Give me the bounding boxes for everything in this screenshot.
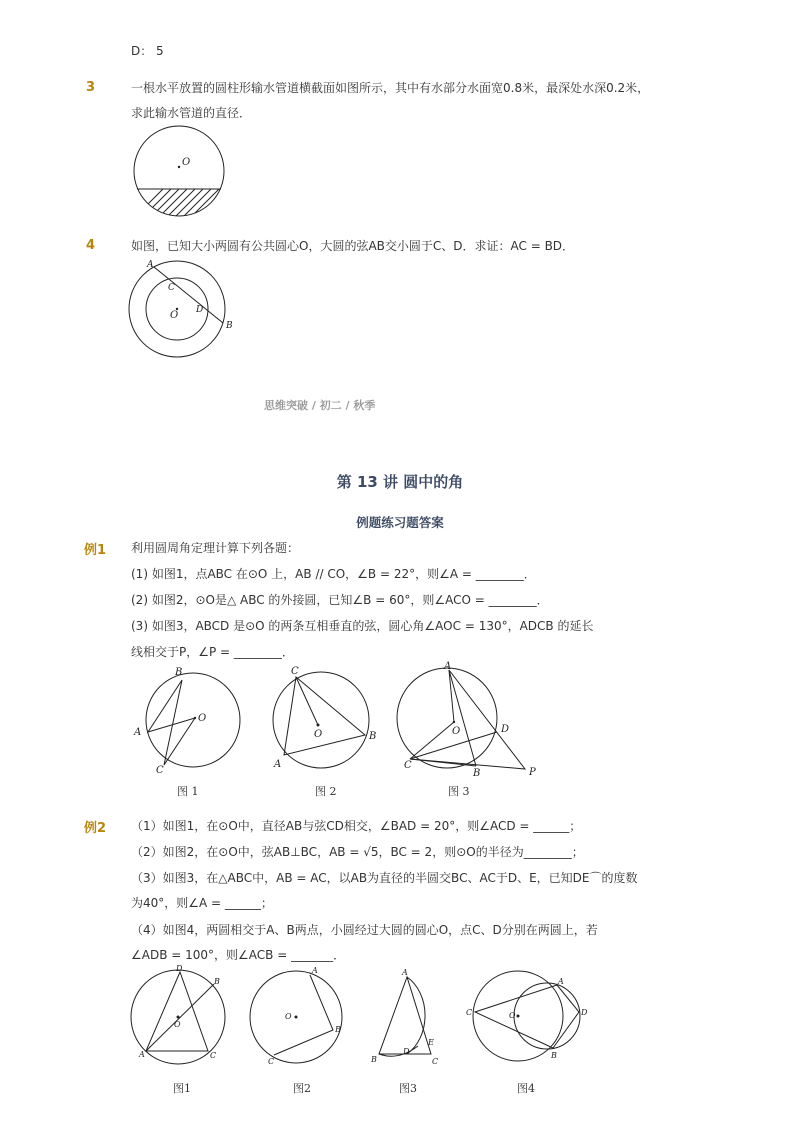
ex2-figure-4 <box>462 966 592 1068</box>
example-2-label: 例2 <box>84 821 107 836</box>
example-2-part2: （2）如图2，在⊙O中，弦AB⊥BC，AB = √5，BC = 2，则⊙O的半径为________； <box>131 845 584 859</box>
question-4-number: 4 <box>86 238 96 253</box>
ex2-figure-2 <box>246 962 350 1066</box>
ex1-fig2-label-c: C <box>291 666 299 677</box>
question-3-line1: 一根水平放置的圆柱形输水管道横截面如图所示，其中有水部分水面宽0.8米，最深处水深0.2米， <box>131 81 650 95</box>
ex2-fig3-label-e: E <box>428 1038 434 1047</box>
ex2-fig3-label-b: B <box>371 1055 377 1064</box>
ex2-fig1-label-b: B <box>214 977 220 986</box>
ex2-fig4-label-a: A <box>558 977 564 986</box>
ex2-fig1-label-d: D <box>176 964 183 973</box>
ex2-figure-3 <box>368 966 448 1068</box>
ex1-fig1-label-o: O <box>198 713 207 724</box>
ex2-figure-1 <box>128 962 232 1066</box>
example-2-part1: （1）如图1，在⊙O中，直径AB与弦CD相交，∠BAD = 20°，则∠ACD = ______； <box>131 819 582 833</box>
ex2-fig4-label-d: D <box>581 1008 588 1017</box>
ex2-fig3-label-d: D <box>403 1047 410 1056</box>
example-2-part4a: （4）如图4，两圆相交于A、B两点，小圆经过大圆的圆心O，点C、D分别在两圆上，若 <box>131 923 598 937</box>
q4-label-o: O <box>170 310 179 321</box>
ex2-fig1-label-c: C <box>210 1051 217 1060</box>
example-1-intro: 利用圆周角定理计算下列各题： <box>131 541 300 555</box>
q4-label-d: D <box>196 305 204 315</box>
ex1-caption-2: 图 2 <box>315 785 337 798</box>
question-3-line2: 求此输水管道的直径． <box>131 106 252 120</box>
ex1-fig2-label-b: B <box>369 731 377 742</box>
ex2-caption-2: 图2 <box>293 1082 311 1095</box>
ex1-fig1-label-c: C <box>156 765 164 775</box>
ex1-figure-1 <box>130 663 244 775</box>
ex2-caption-1: 图1 <box>173 1082 191 1095</box>
ex2-fig3-label-c: C <box>432 1057 439 1066</box>
ex2-fig2-label-a: A <box>312 966 318 975</box>
ex2-fig2-label-b: B <box>335 1025 341 1034</box>
ex2-fig4-label-b: B <box>551 1051 557 1060</box>
example-1-part3a: (3) 如图3，ABCD 是⊙O 的两条互相垂直的弦，圆心角∠AOC = 130°，ADCB 的延长 <box>131 619 594 633</box>
q4-label-b: B <box>226 321 233 331</box>
ex1-fig3-label-d: D <box>501 724 510 735</box>
ex2-fig1-label-o: O <box>174 1020 181 1029</box>
ex2-fig2-label-o: O <box>285 1012 292 1021</box>
ex2-caption-4: 图4 <box>517 1082 535 1095</box>
example-1-part3b: 线相交于P，∠P = ________． <box>131 645 294 659</box>
ex1-fig1-label-a: A <box>134 727 142 738</box>
example-2-part3b: 为40°，则∠A = ______； <box>131 896 273 910</box>
lecture-subtitle: 例题练习题答案 <box>356 515 444 530</box>
ex1-fig3-label-a: A <box>444 661 452 672</box>
ex1-caption-1: 图 1 <box>177 785 199 798</box>
pipe-label-o: O <box>182 157 191 168</box>
ex2-fig3-label-a: A <box>402 968 408 977</box>
ex1-fig3-label-b: B <box>473 768 481 778</box>
figure-pipe-cross-section <box>128 124 232 220</box>
page-footer: 思维突破 / 初二 / 秋季 <box>264 399 376 412</box>
example-1-part1: (1) 如图1，点ABC 在⊙O 上，AB // CO，∠B = 22°，则∠A = ________． <box>131 567 536 581</box>
ex2-fig4-label-c: C <box>466 1008 473 1017</box>
ex1-fig2-label-o: O <box>314 729 323 740</box>
figure-concentric-circles <box>128 256 238 360</box>
ex1-fig2-label-a: A <box>274 759 282 770</box>
ex1-fig3-label-c: C <box>404 760 412 771</box>
option-d: D： 5 <box>131 44 164 58</box>
lecture-title: 第 13 讲 圆中的角 <box>336 473 464 491</box>
example-1-label: 例1 <box>84 543 107 558</box>
ex1-fig3-label-p: P <box>529 767 536 778</box>
ex1-fig3-label-o: O <box>452 726 461 737</box>
question-3-number: 3 <box>86 80 96 95</box>
example-2-part4b: ∠ADB = 100°，则∠ACB = _______． <box>131 948 346 962</box>
ex2-fig2-label-c: C <box>268 1057 275 1066</box>
question-4-text: 如图，已知大小两圆有公共圆心O，大圆的弦AB交小圆于C、D．求证：AC = BD． <box>131 239 575 253</box>
example-1-part2: (2) 如图2，⊙O是△ ABC 的外接圆，已知∠B = 60°，则∠ACO = ________． <box>131 593 549 607</box>
example-2-part3a: （3）如图3，在△ABC中，AB = AC，以AB为直径的半圆交BC、AC于D、E，已知DE⌒的度数 <box>131 871 638 885</box>
ex2-fig4-label-o: O <box>509 1011 516 1020</box>
ex1-caption-3: 图 3 <box>448 785 470 798</box>
ex1-fig1-label-b: B <box>175 667 183 678</box>
ex2-fig1-label-a: A <box>139 1050 145 1059</box>
ex1-figure-3 <box>395 658 545 778</box>
ex2-caption-3: 图3 <box>399 1082 417 1095</box>
ex1-figure-2 <box>266 663 384 775</box>
q4-label-a: A <box>147 260 154 270</box>
q4-label-c: C <box>168 283 175 293</box>
